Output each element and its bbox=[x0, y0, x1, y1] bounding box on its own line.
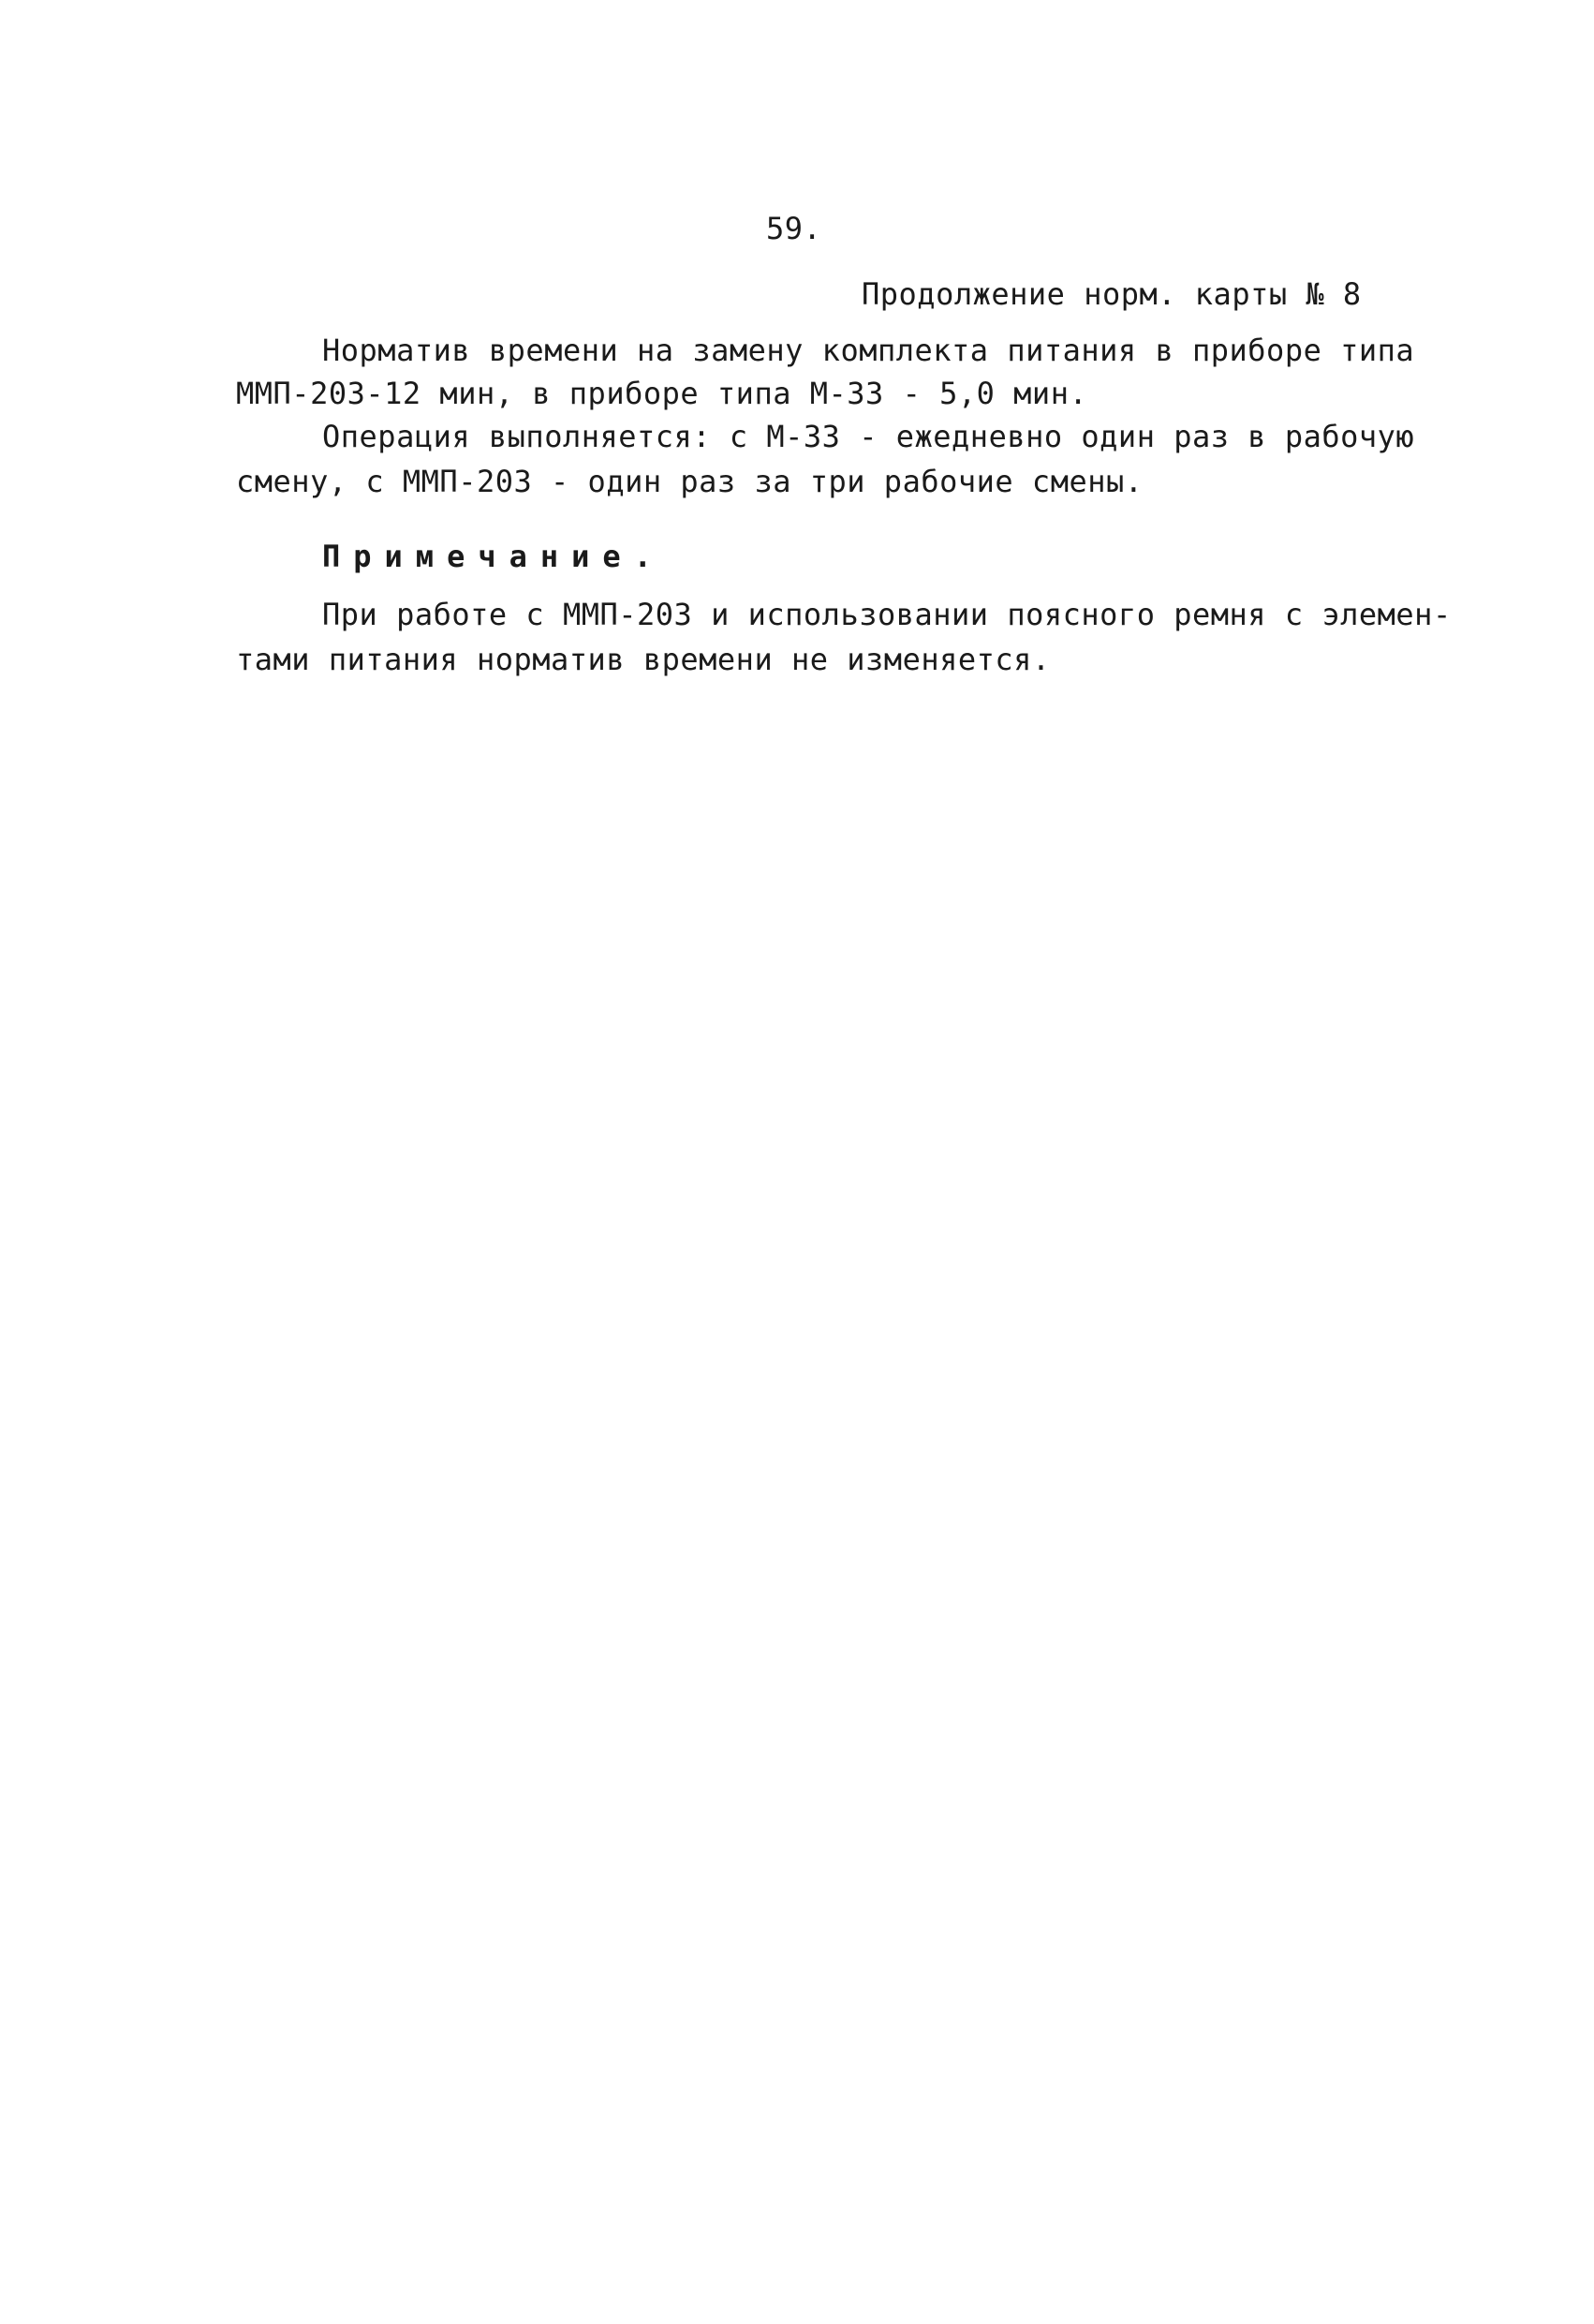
operation-paragraph-line-1: Операция выполняется: с М-33 - ежедневно один раз в рабочую bbox=[322, 419, 1415, 454]
norm-time-paragraph-line-1: Норматив времени на замену комплекта питания в приборе типа bbox=[322, 333, 1415, 368]
page-number: 59. bbox=[766, 211, 822, 246]
norm-time-paragraph-line-2: ММП-203-12 мин, в приборе типа М-33 - 5,0 мин. bbox=[236, 376, 1088, 411]
note-paragraph-line-1: При работе с ММП-203 и использовании поясного ремня с элемен- bbox=[322, 597, 1452, 632]
operation-paragraph-line-2: смену, с ММП-203 - один раз за три рабочие смены. bbox=[236, 464, 1144, 499]
continuation-heading: Продолжение норм. карты № 8 bbox=[862, 276, 1362, 312]
note-heading: Примечание. bbox=[322, 539, 665, 574]
note-paragraph-line-2: тами питания норматив времени не изменяется. bbox=[236, 642, 1051, 677]
